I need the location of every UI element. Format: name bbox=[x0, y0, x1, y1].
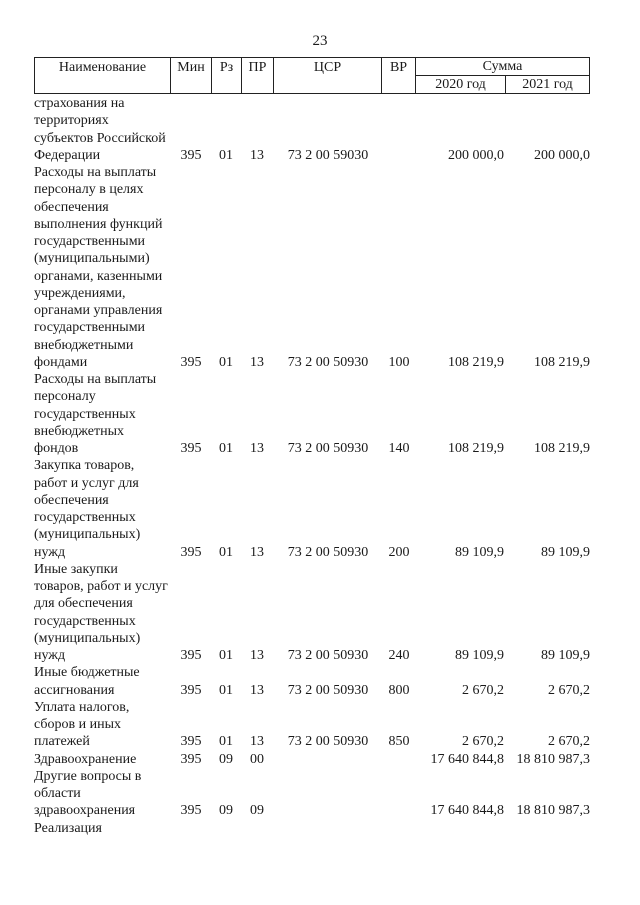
sum-2021-cell: 18 810 987,3 bbox=[516, 751, 590, 767]
sum-2021-cell: 108 219,9 bbox=[534, 441, 590, 456]
min-cell: 395 bbox=[180, 734, 202, 750]
row-name-line: (муниципальных) bbox=[34, 630, 141, 646]
row-name-line: государственными bbox=[34, 234, 146, 249]
row-name-line: Расходы на выплаты bbox=[34, 372, 157, 387]
pr-cell: 13 bbox=[250, 544, 264, 560]
min-cell: 395 bbox=[180, 147, 202, 163]
row-name-line: Реализация bbox=[34, 820, 102, 836]
pr-cell: 13 bbox=[250, 648, 264, 663]
min-cell: 395 bbox=[180, 441, 202, 456]
row-name-line: нужд bbox=[34, 544, 66, 560]
row-name-line: персоналу bbox=[34, 389, 96, 405]
row-name-line: Здравоохранение bbox=[34, 751, 137, 767]
csr-cell: 73 2 00 50930 bbox=[287, 544, 369, 560]
rz-cell: 01 bbox=[219, 648, 233, 663]
pr-cell: 00 bbox=[250, 751, 264, 767]
pr-cell: 13 bbox=[250, 441, 264, 456]
row-name-line: обеспечения bbox=[34, 492, 109, 508]
rz-cell: 01 bbox=[219, 682, 233, 698]
sum-2020-cell: 17 640 844,8 bbox=[430, 803, 504, 819]
header-vr: ВР bbox=[389, 60, 408, 75]
row-name-line: государственными bbox=[34, 320, 146, 336]
header-rz: Рз bbox=[219, 60, 234, 75]
row-name-line: субъектов Российской bbox=[34, 130, 166, 146]
sum-2021-cell: 200 000,0 bbox=[534, 147, 590, 163]
min-cell: 395 bbox=[180, 803, 202, 819]
header-year-2020: 2020 год bbox=[435, 77, 486, 92]
row-name-line: органами, казенными bbox=[34, 268, 163, 284]
csr-cell: 73 2 00 50930 bbox=[287, 682, 369, 698]
row-name-line: здравоохранения bbox=[34, 803, 136, 819]
row-name-line: (муниципальными) bbox=[34, 251, 150, 267]
row-name-line: Другие вопросы в bbox=[34, 768, 142, 784]
pr-cell: 09 bbox=[250, 803, 264, 819]
csr-cell: 73 2 00 59030 bbox=[287, 147, 369, 163]
row-name-line: ассигнования bbox=[34, 682, 115, 698]
row-name-line: Иные закупки bbox=[34, 561, 118, 577]
csr-cell: 73 2 00 50930 bbox=[287, 648, 369, 663]
sum-2020-cell: 108 219,9 bbox=[448, 441, 504, 456]
vr-cell: 200 bbox=[388, 544, 410, 560]
sum-2021-cell: 2 670,2 bbox=[548, 682, 590, 698]
rz-cell: 09 bbox=[219, 751, 233, 767]
csr-cell: 73 2 00 50930 bbox=[287, 441, 369, 456]
row-name-line: (муниципальных) bbox=[34, 527, 141, 543]
sum-2021-cell: 2 670,2 bbox=[548, 734, 590, 750]
row-name-line: товаров, работ и услуг bbox=[34, 579, 168, 594]
header-bottom-rule bbox=[34, 93, 590, 94]
sum-2021-cell: 18 810 987,3 bbox=[516, 803, 590, 819]
sum-2021-cell: 89 109,9 bbox=[541, 544, 590, 560]
sum-2020-cell: 200 000,0 bbox=[448, 147, 504, 163]
row-name-line: Федерации bbox=[34, 147, 101, 163]
row-name-line: государственных bbox=[34, 510, 136, 525]
min-cell: 395 bbox=[180, 544, 202, 560]
row-name-line: Иные бюджетные bbox=[34, 665, 140, 681]
sum-2020-cell: 89 109,9 bbox=[455, 544, 504, 560]
rz-cell: 01 bbox=[219, 147, 233, 163]
min-cell: 395 bbox=[180, 751, 202, 767]
row-name-line: фондами bbox=[34, 354, 88, 370]
sum-2020-cell: 89 109,9 bbox=[455, 648, 504, 663]
row-name-line: государственных bbox=[34, 613, 136, 629]
row-name-line: учреждениями, bbox=[34, 285, 126, 301]
row-name-line: сборов и иных bbox=[34, 717, 122, 732]
vr-cell: 100 bbox=[388, 354, 410, 370]
rz-cell: 01 bbox=[219, 354, 233, 370]
row-name-line: Расходы на выплаты bbox=[34, 165, 157, 180]
row-name-line: государственных bbox=[34, 406, 136, 422]
row-name-line: органами управления bbox=[34, 303, 163, 318]
sum-2020-cell: 2 670,2 bbox=[462, 734, 504, 750]
header-csr: ЦСР bbox=[313, 60, 342, 75]
min-cell: 395 bbox=[180, 648, 202, 663]
row-name-line: нужд bbox=[34, 648, 66, 663]
vr-cell: 850 bbox=[388, 734, 410, 750]
min-cell: 395 bbox=[180, 682, 202, 698]
sum-2020-cell: 17 640 844,8 bbox=[430, 751, 504, 767]
header-name: Наименование bbox=[58, 60, 147, 75]
pr-cell: 13 bbox=[250, 147, 264, 163]
vr-cell: 140 bbox=[388, 441, 410, 456]
csr-cell: 73 2 00 50930 bbox=[287, 354, 369, 370]
sum-2020-cell: 2 670,2 bbox=[462, 682, 504, 698]
row-name-line: для обеспечения bbox=[34, 596, 133, 612]
row-name-line: внебюджетными bbox=[34, 337, 134, 353]
row-name-line: работ и услуг для bbox=[34, 475, 139, 491]
row-name-line: Уплата налогов, bbox=[34, 699, 130, 715]
row-name-line: страхования на bbox=[34, 96, 125, 111]
pr-cell: 13 bbox=[250, 734, 264, 750]
sum-2020-cell: 108 219,9 bbox=[448, 354, 504, 370]
header-pr: ПР bbox=[248, 60, 267, 75]
header-sum: Сумма bbox=[482, 59, 523, 74]
min-cell: 395 bbox=[180, 354, 202, 370]
csr-cell: 73 2 00 50930 bbox=[287, 734, 369, 750]
row-name-line: области bbox=[34, 786, 81, 801]
vr-cell: 800 bbox=[388, 682, 410, 698]
sum-2021-cell: 89 109,9 bbox=[541, 648, 590, 663]
row-name-line: обеспечения bbox=[34, 199, 109, 215]
row-name-line: платежей bbox=[34, 734, 90, 750]
row-name-line: территориях bbox=[34, 113, 109, 129]
row-name-line: внебюджетных bbox=[34, 423, 125, 439]
pr-cell: 13 bbox=[250, 682, 264, 698]
sum-2021-cell: 108 219,9 bbox=[534, 354, 590, 370]
rz-cell: 09 bbox=[219, 803, 233, 819]
vr-cell: 240 bbox=[388, 648, 410, 663]
header-col-rule bbox=[589, 57, 590, 94]
row-name-line: фондов bbox=[34, 441, 79, 456]
rz-cell: 01 bbox=[219, 544, 233, 560]
row-name-line: выполнения функций bbox=[34, 216, 163, 232]
pr-cell: 13 bbox=[250, 354, 264, 370]
header-year-2021: 2021 год bbox=[522, 77, 573, 92]
page-number: 23 bbox=[312, 33, 328, 49]
rz-cell: 01 bbox=[219, 441, 233, 456]
header-min: Мин bbox=[177, 60, 205, 75]
row-name-line: Закупка товаров, bbox=[34, 458, 135, 474]
row-name-line: персоналу в целях bbox=[34, 182, 144, 198]
rz-cell: 01 bbox=[219, 734, 233, 750]
